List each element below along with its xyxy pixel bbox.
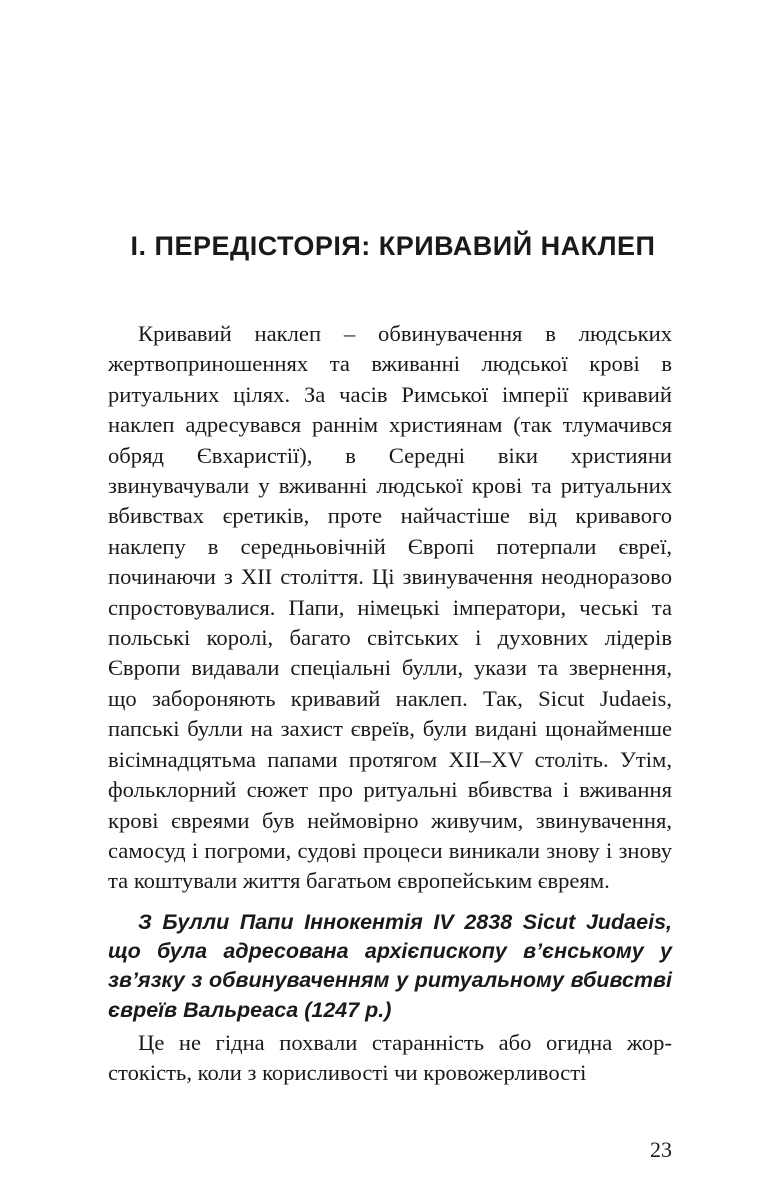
body-paragraph-2: Це не гідна похвали старанність або огидна жорстокість, коли з корисливості чи кровожерливості	[108, 1030, 672, 1086]
body-paragraph-1: Кривавий наклеп – обвинувачення в людських жертвоприношеннях та вживанні людської крові в ритуальних цілях. За часів Римської імперії кривавий наклеп адресувався раннім християнам (так тлумачився обряд Євхаристії), в Середні віки християни звинувачували у вживанні людської крові та ритуальних вбивствах єретиків, проте найчастіше від кривавого наклепу в середньовічній Європі потерпали євреї, починаючи з XII століття. Ці звинувачення неодноразово спростовувалися. Папи, німецькі імператори, чеські та польські королі, багато світських і духовних лідерів Європи видавали спеціальні булли, укази та звернення, що забороняють кривавий наклеп. Так, Sicut Judaeis, папські булли на захист євреїв, були видані щонайменше вісімнадцятьма папами протягом XII–XV століть. Утім, фольклорний сюжет про ритуальні вбивства і вживання крові євреями був неймовірно живучим, звинувачення, самосуд і погроми, судові процеси виникали знову і знову та коштували життя багатьом європейським євреям.	[108, 321, 672, 894]
quote-source-title: З Булли Папи Іннокентія IV 2838 Sicut Judaeis, що була адресована архієпископу в’єнському у зв’язку з обвинуваченням у ритуальному вбивстві євреїв Вальреаса (1247 р.)	[108, 910, 672, 1022]
chapter-heading: І. ПЕРЕДІСТОРІЯ: КРИВАВИЙ НАКЛЕП	[130, 231, 656, 261]
page-number: 23	[650, 1137, 672, 1162]
